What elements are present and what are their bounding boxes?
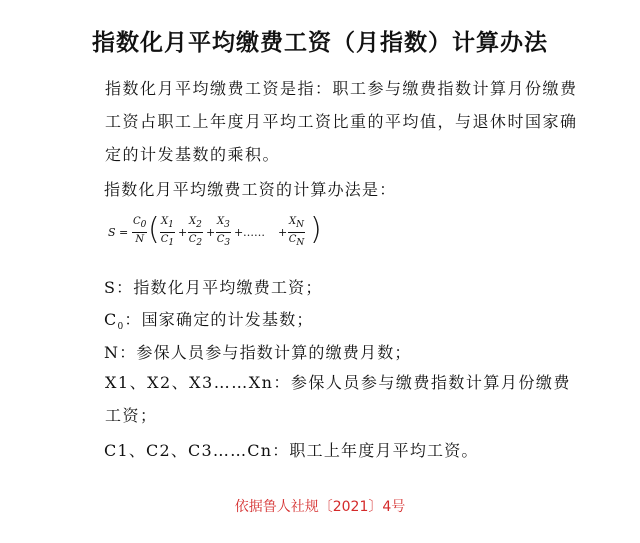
definition-n: N：参保人员参与指数计算的缴费月数； [104, 343, 412, 362]
formula-plus: + [206, 226, 216, 239]
formula-ellipsis: …… [243, 226, 265, 239]
formula-right-paren: ) [310, 212, 322, 247]
formula-coefficient: $\frac{C_0}{N}$ [133, 216, 147, 245]
formula-term-n: $\frac{X_N}{C_N}$ [288, 216, 305, 248]
method-intro: 指数化月平均缴费工资的计算办法是： [104, 180, 397, 199]
definition-c0: $C_0$：国家确定的计发基数； [104, 310, 314, 333]
formula-term-2: $\frac{X_2}{C_2}$ [188, 216, 203, 248]
definition-text: 指数化月平均缴费工资是指：职工参与缴费指数计算月份缴费工资占职工上年度月平均工资比重的平均值，与退休时国家确定的计发基数的乘积。 [105, 79, 578, 164]
source-citation: 依据鲁人社规〔2021〕4号 [234, 499, 406, 515]
formula-plus: + [278, 226, 288, 239]
formula-lhs: S [108, 226, 116, 239]
formula-plus: + [234, 226, 244, 239]
definition-paragraph [72, 72, 586, 171]
formula-plus: + [178, 226, 188, 239]
definition-c: C1、C2、C3……Cn：职工上年度月平均工资。 [104, 441, 479, 460]
definition-s: S：指数化月平均缴费工资； [104, 278, 323, 297]
formula-term-3: $\frac{X_3}{C_3}$ [216, 216, 231, 248]
formula-equals: = [119, 226, 129, 239]
formula-term-1: $\frac{X_1}{C_1}$ [160, 216, 175, 248]
formula [108, 210, 328, 256]
definition-x: X1、X2、X3……Xn：参保人员参与缴费指数计算月份缴费工资； [105, 373, 571, 425]
formula-left-paren: ( [148, 212, 160, 247]
document-title: 指数化月平均缴费工资（月指数）计算办法 [92, 30, 548, 56]
